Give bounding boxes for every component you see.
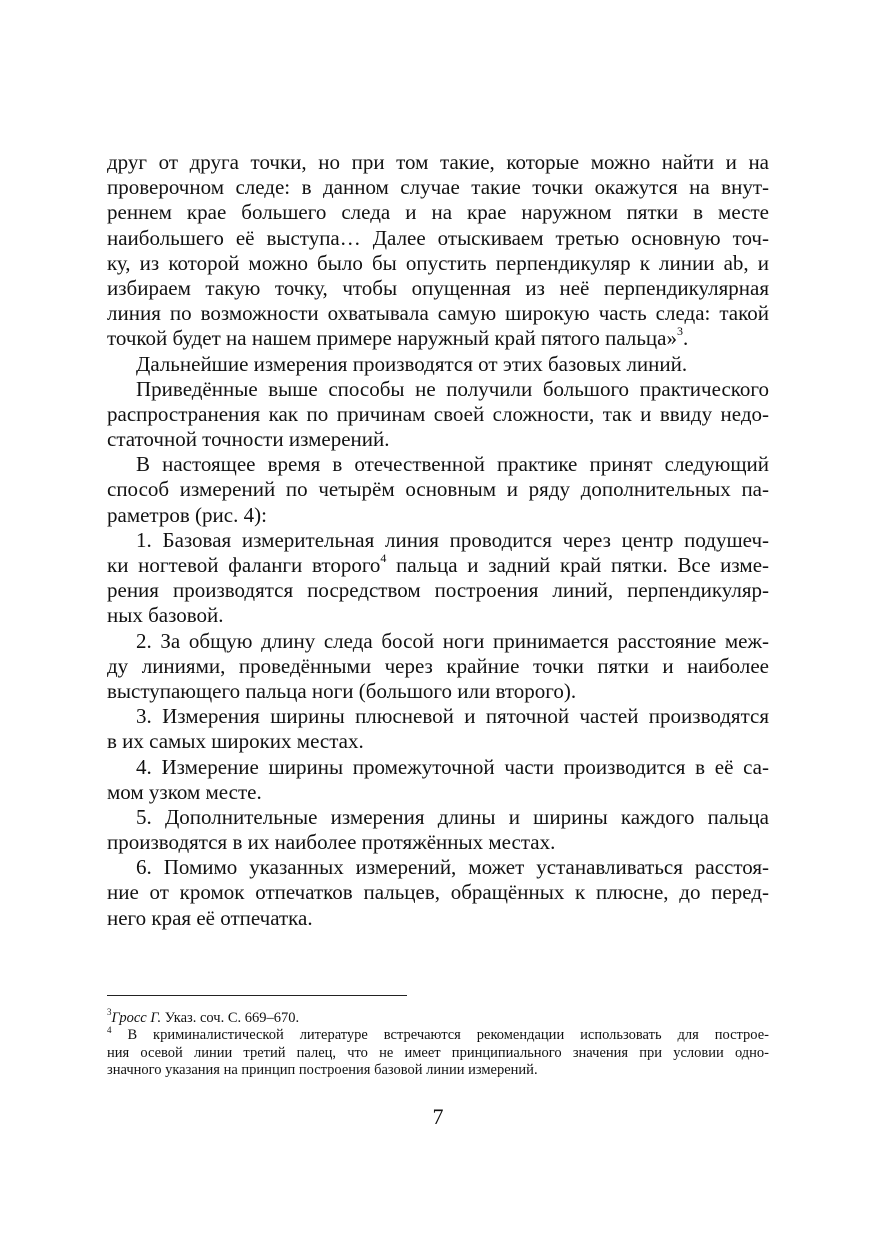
- footnote-text: Указ. соч. С. 669–670.: [161, 1010, 300, 1026]
- footnote-4-line: значного указания на принцип построения базовой линии измерений.: [107, 1062, 538, 1079]
- text-line-content: ки ногтевой фаланги второго: [107, 553, 381, 577]
- text-line: производятся в их наиболее протяжённых местах.: [107, 830, 556, 855]
- text-line: способ измерений по четырём основным и ряду дополнительных па-: [107, 477, 769, 502]
- text-line: 1. Базовая измерительная линия проводится через центр подушеч-: [136, 527, 769, 552]
- footnote-ref-3[interactable]: 3: [676, 324, 683, 339]
- text-line: ние от кромок отпечатков пальцев, обращённых к плюсне, до перед-: [107, 880, 769, 905]
- footnotes: [107, 1007, 769, 1080]
- text-line: него края её отпечатка.: [107, 905, 313, 930]
- text-line: друг от друга точки, но при том такие, которые можно найти и на: [107, 150, 769, 174]
- footnote-text: В криминалистической литературе встречаются рекомендации использовать для построе-: [111, 1027, 769, 1044]
- text-line: мом узком месте.: [107, 779, 262, 804]
- text-line: Дальнейшие измерения производятся от этих базовых линий.: [136, 351, 688, 376]
- text-line: ду линиями, проведёнными через крайние точки пятки и наиболее: [107, 653, 769, 678]
- text-line: ных базовой.: [107, 603, 224, 628]
- text-line: Приведённые выше способы не получили большого практического: [136, 376, 769, 401]
- text-line: избираем такую точку, чтобы опущенная из неё перпендикулярная: [107, 275, 769, 300]
- footnote-mark: 4: [107, 1024, 112, 1035]
- text-line: в их самых широких местах.: [107, 729, 364, 754]
- footnote-4: [107, 1024, 769, 1044]
- text-line: В настоящее время в отечественной практике принят следующий: [136, 452, 769, 477]
- footnote-3: [107, 1007, 769, 1027]
- text-line: проверочном следе: в данном случае такие точки окажутся на внут-: [107, 175, 769, 200]
- footnote-ref-4[interactable]: 4: [380, 551, 387, 565]
- text-line: [107, 553, 769, 578]
- text-line: 2. За общую длину следа босой ноги принимается расстояние меж-: [136, 628, 769, 653]
- text-line-content: точкой будет на нашем примере наружный край пятого пальца»: [107, 326, 677, 351]
- footnote-separator: [107, 995, 407, 996]
- text-line: рения производятся посредством построения линий, перпендикуляр-: [107, 578, 769, 603]
- footnote-author: Гросс Г.: [111, 1010, 162, 1026]
- text-line: статочной точности измерений.: [107, 427, 390, 452]
- footnote-4-line: ния осевой линии третий палец, что не имеет принципиального значения при условии одно-: [107, 1044, 769, 1061]
- text-line: 5. Дополнительные измерения длины и ширины каждого пальца: [136, 804, 769, 829]
- text-line-tail: пальца и задний край пятки. Все изме-: [386, 553, 770, 577]
- page-number: 7: [432, 1104, 444, 1129]
- text-line-tail: .: [682, 326, 689, 351]
- text-line: раметров (рис. 4):: [107, 502, 267, 527]
- text-line: распространения как по причинам своей сложности, так и ввиду недо-: [107, 401, 769, 426]
- text-line: выступающего пальца ноги (большого или второго).: [107, 678, 577, 703]
- footnote-mark: 3: [107, 1007, 112, 1018]
- text-line: 3. Измерения ширины плюсневой и пяточной частей производятся: [136, 704, 769, 729]
- text-line: [107, 326, 769, 351]
- text-line: 6. Помимо указанных измерений, может устанавливаться расстоя-: [136, 855, 769, 880]
- main-text: [107, 150, 769, 931]
- text-line: 4. Измерение ширины промежуточной части производится в её са-: [136, 754, 769, 779]
- text-line: наибольшего её выступа… Далее отыскиваем третью основную точ-: [107, 225, 769, 250]
- text-line: линия по возможности охватывала самую широкую часть следа: такой: [107, 301, 769, 326]
- text-line: реннем крае большего следа и на крае наружном пятки в месте: [107, 200, 769, 225]
- text-line: ку, из которой можно было бы опустить перпендикуляр к линии ab, и: [107, 250, 769, 275]
